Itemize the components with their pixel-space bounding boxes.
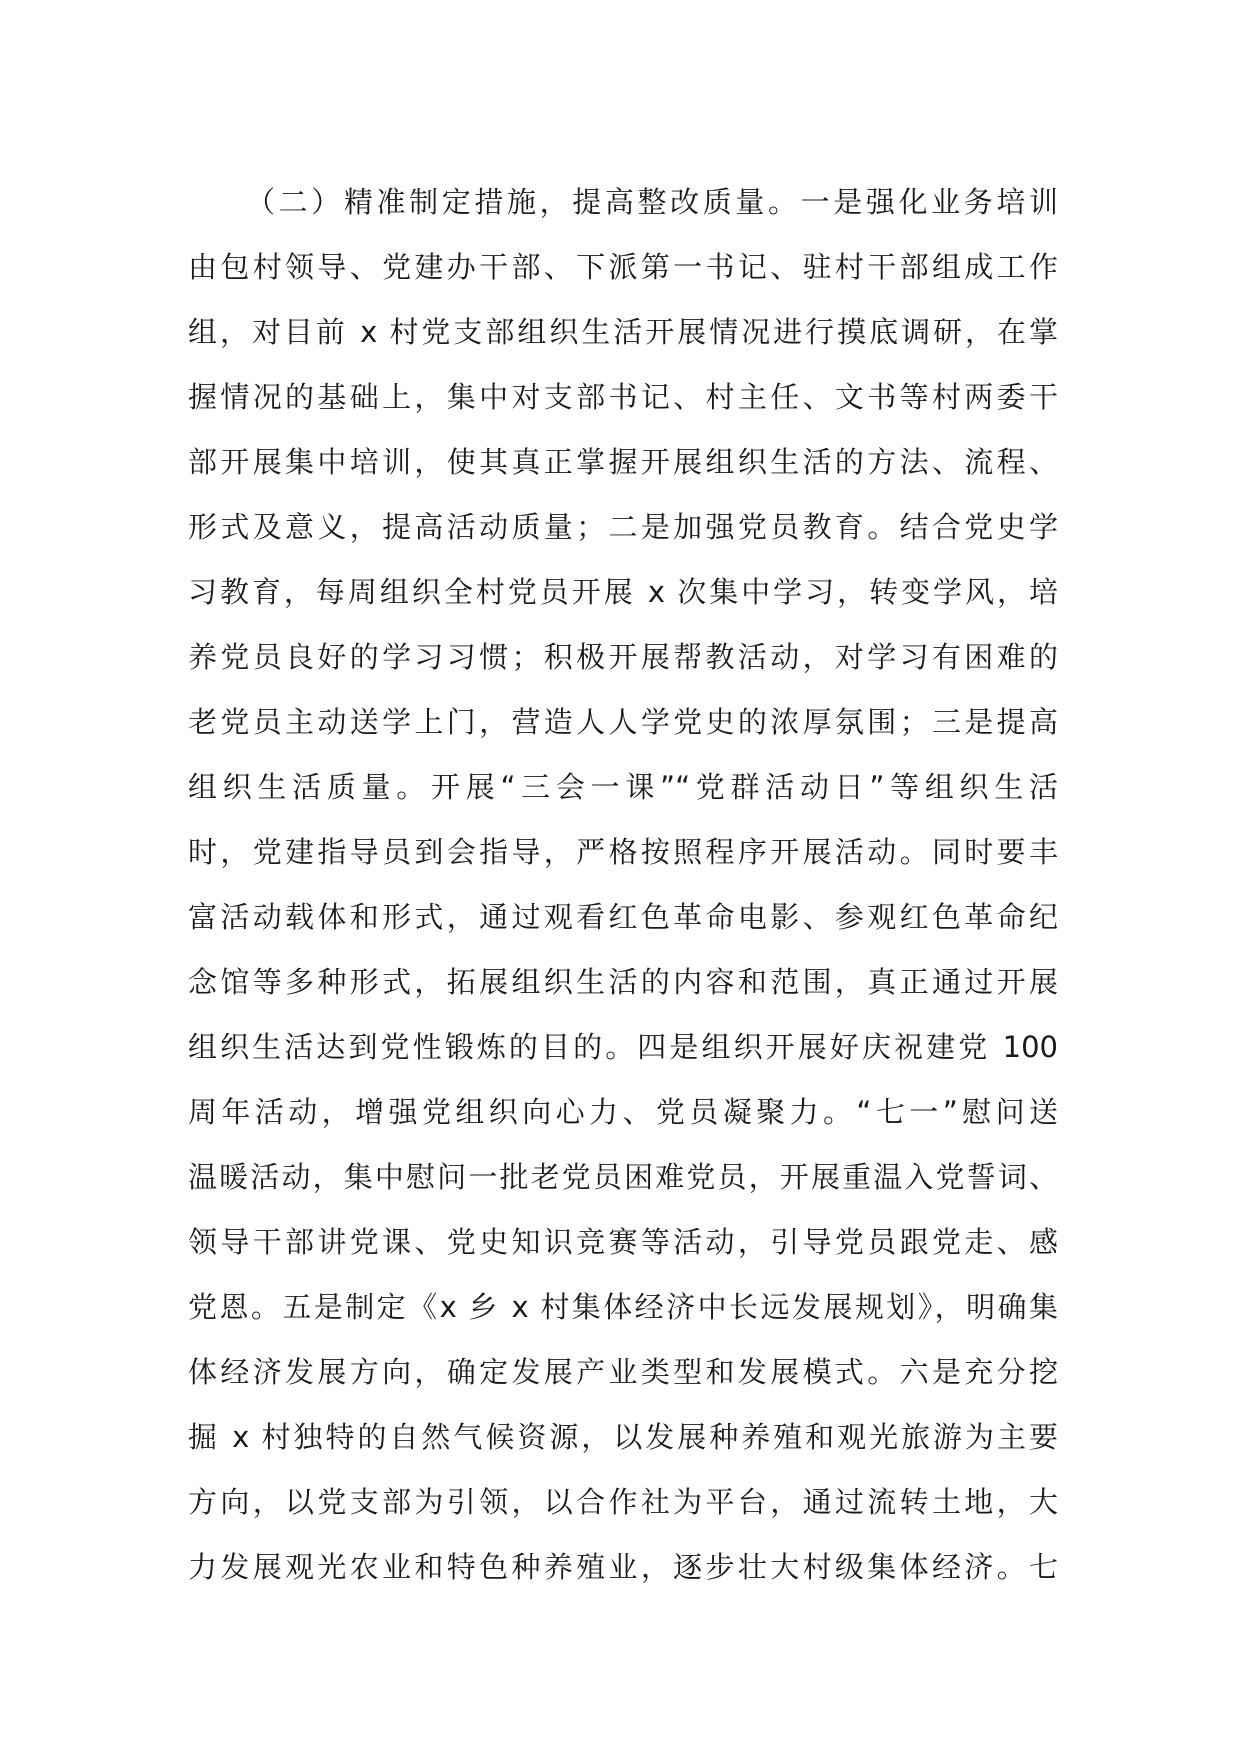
text-line: 握情况的基础上，集中对支部书记、村主任、文书等村两委干 — [188, 380, 1058, 414]
text-line: 体经济发展方向，确定发展产业类型和发展模式。六是充分挖 — [188, 1355, 1058, 1389]
text-line: 组织生活质量。开展“三会一课”“党群活动日”等组织生活 — [188, 770, 1058, 804]
text-line: 形式及意义，提高活动质量；二是加强党员教育。结合党史学 — [188, 510, 1058, 544]
text-line: 老党员主动送学上门，营造人人学党史的浓厚氛围；三是提高 — [188, 705, 1058, 739]
text-line: 温暖活动，集中慰问一批老党员困难党员，开展重温入党誓词、 — [188, 1160, 1058, 1194]
text-line: 方向，以党支部为引领，以合作社为平台，通过流转土地，大 — [188, 1485, 1058, 1519]
text-line: （二）精准制定措施，提高整改质量。一是强化业务培训 — [246, 185, 1058, 219]
text-line: 习教育，每周组织全村党员开展 x 次集中学习，转变学风，培 — [188, 575, 1058, 609]
text-line: 力发展观光农业和特色种养殖业，逐步壮大村级集体经济。七 — [188, 1550, 1058, 1584]
text-line: 领导干部讲党课、党史知识竞赛等活动，引导党员跟党走、感 — [188, 1225, 1058, 1259]
text-line: 念馆等多种形式，拓展组织生活的内容和范围，真正通过开展 — [188, 965, 1058, 999]
text-line: 组织生活达到党性锻炼的目的。四是组织开展好庆祝建党 100 — [188, 1030, 1058, 1064]
text-line: 掘 x 村独特的自然气候资源，以发展种养殖和观光旅游为主要 — [188, 1420, 1058, 1454]
body-paragraph — [188, 170, 1058, 1600]
text-line: 党恩。五是制定《x 乡 x 村集体经济中长远发展规划》，明确集 — [188, 1290, 1058, 1324]
text-line: 部开展集中培训，使其真正掌握开展组织生活的方法、流程、 — [188, 445, 1058, 479]
text-line: 养党员良好的学习习惯；积极开展帮教活动，对学习有困难的 — [188, 640, 1058, 674]
text-line: 组，对目前 x 村党支部组织生活开展情况进行摸底调研，在掌 — [188, 315, 1058, 349]
text-line: 由包村领导、党建办干部、下派第一书记、驻村干部组成工作 — [188, 250, 1058, 284]
text-line: 时，党建指导员到会指导，严格按照程序开展活动。同时要丰 — [188, 835, 1058, 869]
text-line: 周年活动，增强党组织向心力、党员凝聚力。“七一”慰问送 — [188, 1095, 1058, 1129]
text-line: 富活动载体和形式，通过观看红色革命电影、参观红色革命纪 — [188, 900, 1058, 934]
